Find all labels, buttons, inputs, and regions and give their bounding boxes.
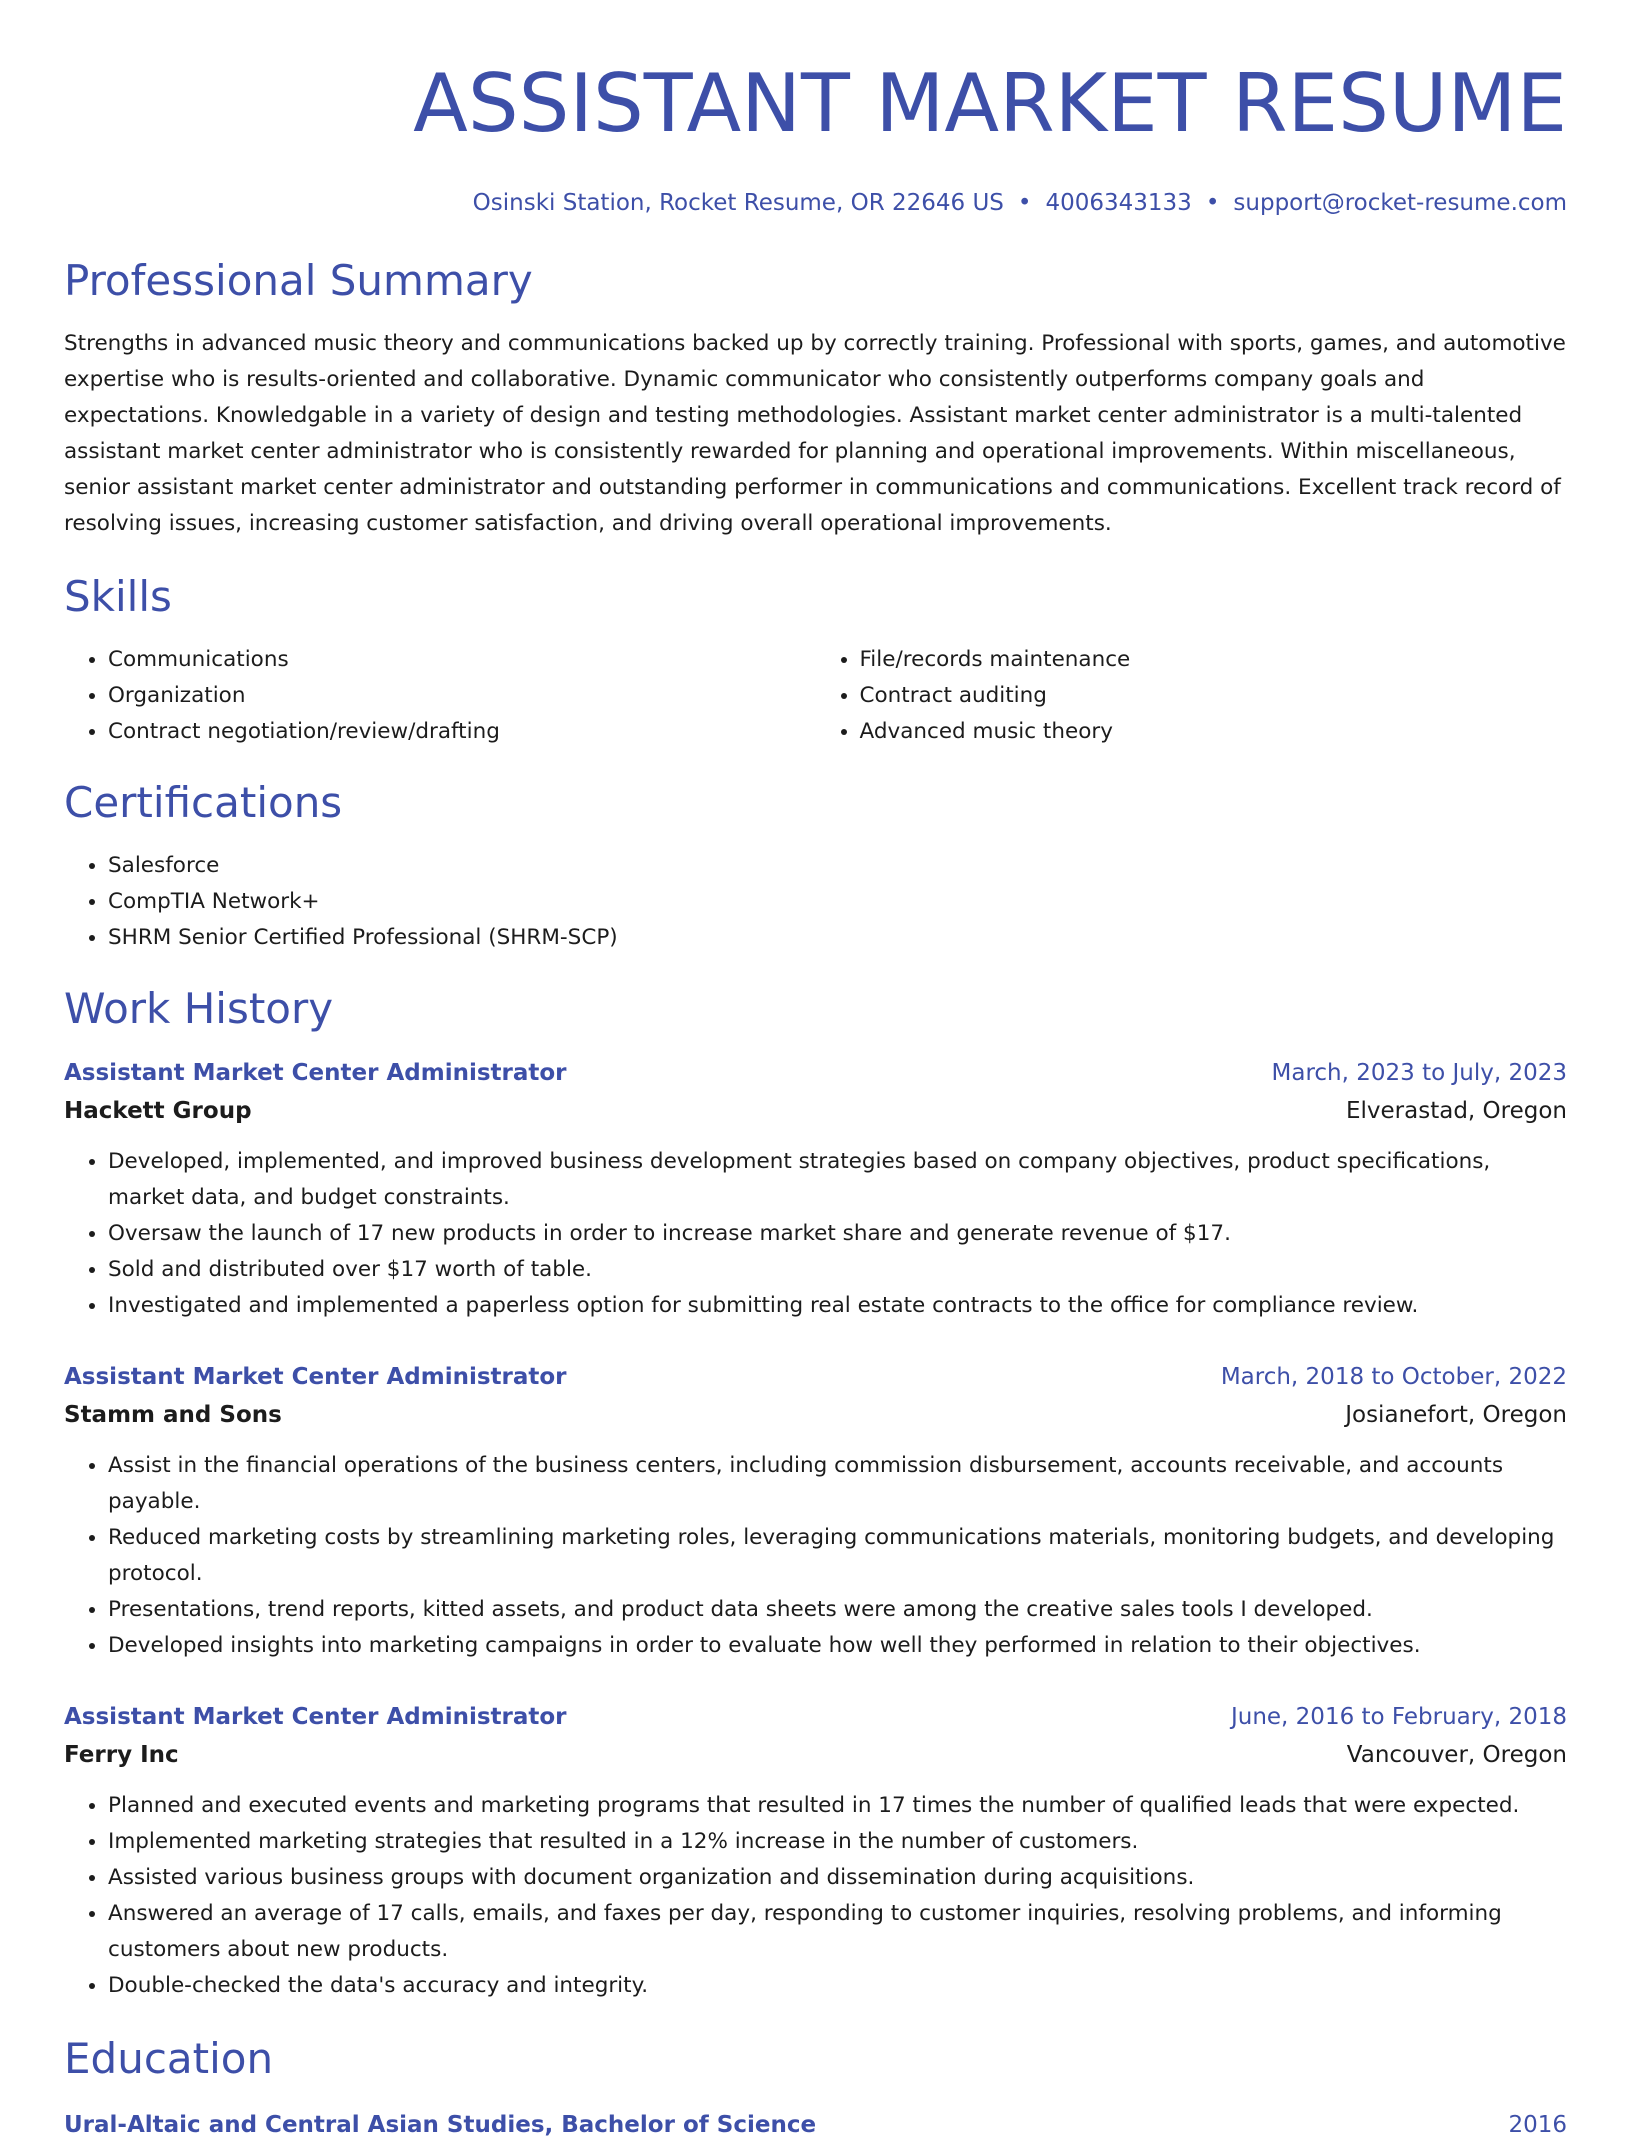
skills-heading: Skills [64, 572, 172, 621]
job-bullet: • Reduced marketing costs by streamlining marketing roles, leveraging communications materials, monitoring budgets, and developing protocol. [108, 1520, 1567, 1592]
job-bullet: • Double-checked the data's accuracy and integrity. [108, 1968, 1567, 2004]
skill-item: • Communications [108, 642, 816, 678]
job-company-row [64, 1736, 1567, 1774]
job-header-row [64, 1358, 1567, 1396]
resume-title: ASSISTANT MARKET RESUME [413, 57, 1567, 150]
skills-column-left [64, 642, 816, 750]
job-bullet: • Presentations, trend reports, kitted assets, and product data sheets were among the creative sales tools I developed. [108, 1592, 1567, 1628]
summary-text: Strengths in advanced music theory and communications backed up by correctly training. Professional with sports, games, and automotive expertise who is results-oriented and collaborative. Dynamic communicator who consistently outperforms company goals and expectations. Knowledgable in a variety of design and testing methodologies. Assistant market center administrator is a multi-talented assistant market center administrator who is consistently rewarded for planning and operational improvements. Within miscellaneous, senior assistant market center administrator and outstanding performer in communications and communications. Excellent track record of resolving issues, increasing customer satisfaction, and driving overall operational improvements. [64, 331, 1566, 536]
job-title: Assistant Market Center Administrator [64, 1060, 567, 1086]
job-dates: March, 2023 to July, 2023 [1271, 1060, 1567, 1086]
contact-line [64, 188, 1567, 218]
job-company: Ferry Inc [64, 1742, 179, 1768]
skill-item: • Contract negotiation/review/drafting [108, 714, 816, 750]
job-bullet: • Developed insights into marketing campaigns in order to evaluate how well they performed in relation to their objectives. [108, 1628, 1567, 1664]
job-dates: March, 2018 to October, 2022 [1220, 1364, 1567, 1390]
skill-item: • Advanced music theory [860, 714, 1568, 750]
job-bullet: • Sold and distributed over $17 worth of table. [108, 1252, 1567, 1288]
education-year: 2016 [1508, 2112, 1567, 2138]
education-heading: Education [64, 2034, 274, 2083]
education-degree: Ural-Altaic and Central Asian Studies, Bachelor of Science [64, 2112, 817, 2138]
certification-item: • SHRM Senior Certified Professional (SHRM-SCP) [108, 920, 1567, 956]
job-bullet: • Assisted various business groups with document organization and dissemination during acquisitions. [108, 1860, 1567, 1896]
certification-item: • Salesforce [108, 848, 1567, 884]
job-header-row [64, 1698, 1567, 1736]
contact-separator: • [1017, 190, 1032, 216]
job-bullet: • Oversaw the launch of 17 new products in order to increase market share and generate revenue of $17. [108, 1216, 1567, 1252]
job-company: Hackett Group [64, 1098, 252, 1124]
job-location: Josianefort, Oregon [1345, 1402, 1567, 1428]
skills-list [64, 642, 1567, 750]
contact-email: support@rocket-resume.com [1233, 190, 1567, 216]
contact-address: Osinski Station, Rocket Resume, OR 22646 US [472, 190, 1004, 216]
job-location: Vancouver, Oregon [1346, 1742, 1567, 1768]
resume-page [64, 0, 1567, 2144]
job-company: Stamm and Sons [64, 1402, 282, 1428]
contact-separator: • [1205, 190, 1220, 216]
skill-item: • Organization [108, 678, 816, 714]
job-company-row [64, 1396, 1567, 1434]
job-entry [64, 1358, 1567, 1664]
summary-heading: Professional Summary [64, 256, 533, 305]
job-entry [64, 1698, 1567, 2004]
job-company-row [64, 1092, 1567, 1130]
job-bullet: • Planned and executed events and marketing programs that resulted in 17 times the number of qualified leads that were expected. [108, 1788, 1567, 1824]
contact-phone: 4006343133 [1045, 190, 1192, 216]
skill-item: • File/records maintenance [860, 642, 1568, 678]
job-title: Assistant Market Center Administrator [64, 1704, 567, 1730]
job-bullet: • Implemented marketing strategies that resulted in a 12% increase in the number of customers. [108, 1824, 1567, 1860]
certifications-list [64, 848, 1567, 956]
job-location: Elverastad, Oregon [1345, 1098, 1567, 1124]
job-bullets [64, 1144, 1567, 1324]
job-entry [64, 1054, 1567, 1324]
certification-item: • CompTIA Network+ [108, 884, 1567, 920]
work-history-heading: Work History [64, 984, 334, 1033]
job-bullet: • Developed, implemented, and improved business development strategies based on company objectives, product specifications, market data, and budget constraints. [108, 1144, 1567, 1216]
certifications-heading: Certifications [64, 778, 343, 827]
job-bullet: • Assist in the financial operations of the business centers, including commission disbursement, accounts receivable, and accounts payable. [108, 1448, 1567, 1520]
job-bullet: • Investigated and implemented a paperless option for submitting real estate contracts to the office for compliance review. [108, 1288, 1567, 1324]
job-bullets [64, 1788, 1567, 2004]
skills-column-right [816, 642, 1568, 750]
job-bullets [64, 1448, 1567, 1664]
job-header-row [64, 1054, 1567, 1092]
job-dates: June, 2016 to February, 2018 [1230, 1704, 1567, 1730]
job-title: Assistant Market Center Administrator [64, 1364, 567, 1390]
job-bullet: • Answered an average of 17 calls, emails, and faxes per day, responding to customer inquiries, resolving problems, and informing customers about new products. [108, 1896, 1567, 1968]
skill-item: • Contract auditing [860, 678, 1568, 714]
